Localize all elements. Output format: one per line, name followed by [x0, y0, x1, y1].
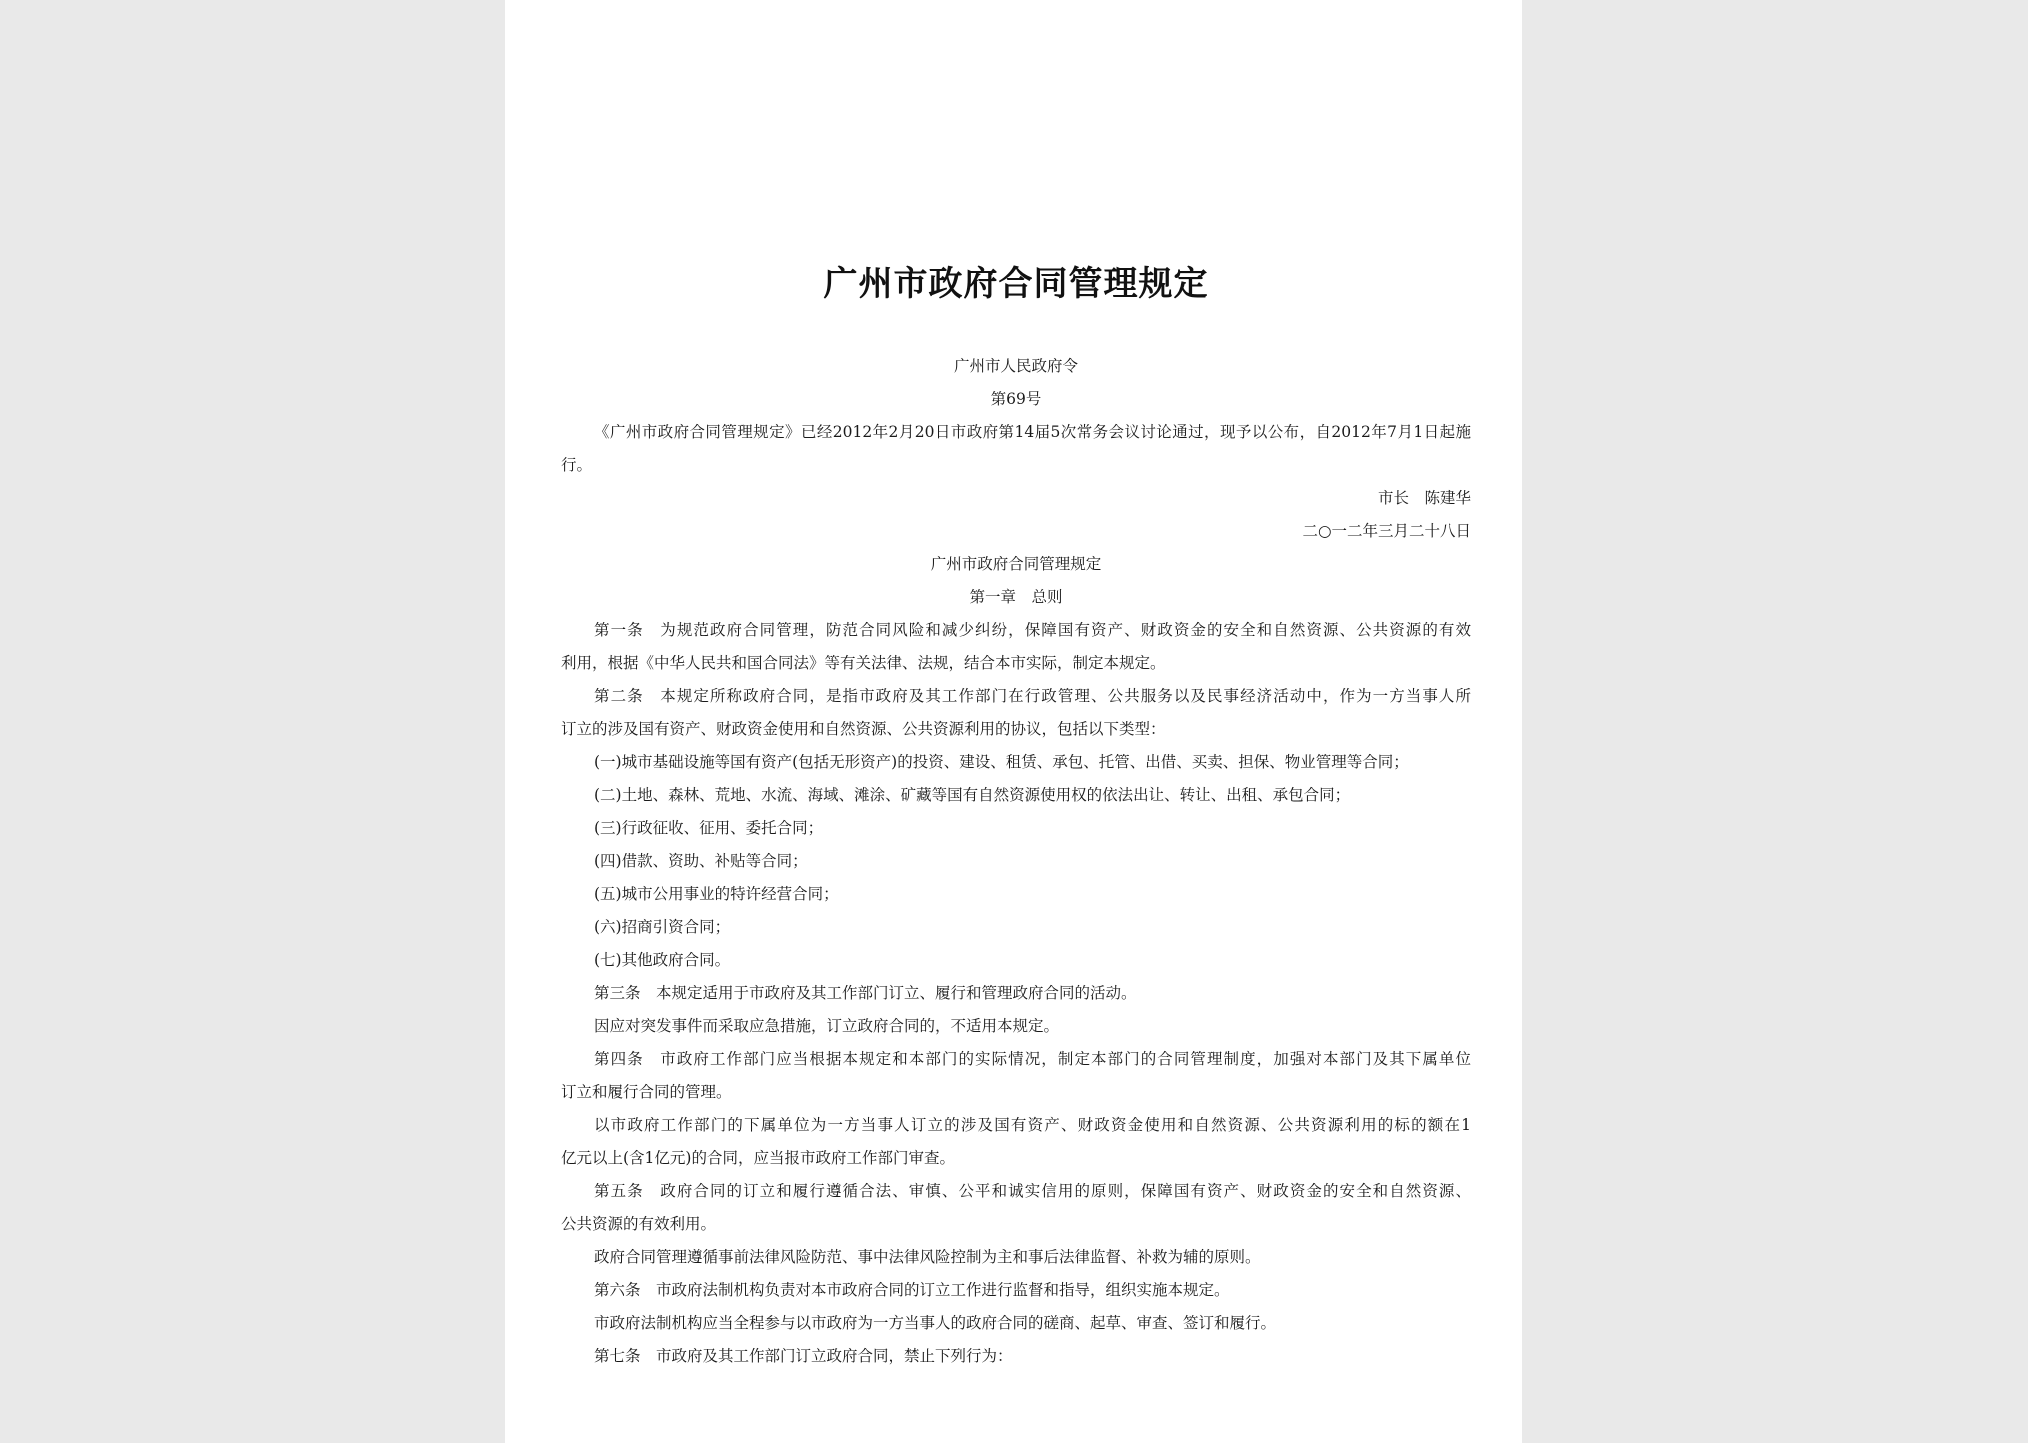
date-line: 二○一二年三月二十八日 [1302, 522, 1471, 540]
text-line: 第二条 本规定所称政府合同，是指市政府及其工作部门在行政管理、公共服务以及民事经济活动中，作为一方当事人所 [594, 687, 1471, 705]
text-line: 第一条 为规范政府合同管理，防范合同风险和减少纠纷，保障国有资产、财政资金的安全和自然资源、公共资源的有效 [594, 621, 1471, 639]
signature-line: 市长 陈建华 [1377, 489, 1471, 507]
text-line: 订立和履行合同的管理。 [561, 1083, 732, 1101]
text-line: 亿元以上(含1亿元)的合同，应当报市政府工作部门审查。 [561, 1149, 955, 1167]
text-line: 市政府法制机构应当全程参与以市政府为一方当事人的政府合同的磋商、起草、审查、签订和履行。 [594, 1314, 1277, 1332]
text-line: 订立的涉及国有资产、财政资金使用和自然资源、公共资源利用的协议，包括以下类型： [561, 720, 1166, 738]
text-line: (六)招商引资合同； [594, 918, 731, 936]
order-number: 第69号 [990, 390, 1042, 408]
chapter-heading: 第一章 总则 [969, 588, 1063, 606]
text-line: (四)借款、资助、补贴等合同； [594, 852, 808, 870]
text-line: 政府合同管理遵循事前法律风险防范、事中法律风险控制为主和事后法律监督、补救为辅的原则。 [594, 1248, 1261, 1266]
text-line: (二)土地、森林、荒地、水流、海域、滩涂、矿藏等国有自然资源使用权的依法出让、转让、出租、承包合同； [594, 786, 1351, 804]
intro-paragraph-line: 行。 [561, 456, 593, 474]
text-line: (五)城市公用事业的特许经营合同； [594, 885, 839, 903]
text-line: 第四条 市政府工作部门应当根据本规定和本部门的实际情况，制定本部门的合同管理制度，加强对本部门及其下属单位 [594, 1050, 1471, 1068]
text-line: 第五条 政府合同的订立和履行遵循合法、审慎、公平和诚实信用的原则，保障国有资产、财政资金的安全和自然资源、 [594, 1182, 1471, 1200]
document-title: 广州市政府合同管理规定 [823, 264, 1209, 304]
text-line: 因应对突发事件而采取应急措施，订立政府合同的，不适用本规定。 [594, 1017, 1060, 1035]
text-line: (七)其他政府合同。 [594, 951, 731, 969]
text-line: (一)城市基础设施等国有资产(包括无形资产)的投资、建设、租赁、承包、托管、出借、买卖、担保、物业管理等合同； [594, 753, 1409, 771]
text-line: (三)行政征收、征用、委托合同； [594, 819, 824, 837]
issuer-line: 广州市人民政府令 [953, 357, 1078, 375]
subtitle: 广州市政府合同管理规定 [930, 555, 1102, 573]
text-line: 第六条 市政府法制机构负责对本市政府合同的订立工作进行监督和指导，组织实施本规定。 [594, 1281, 1230, 1299]
text-line: 第三条 本规定适用于市政府及其工作部门订立、履行和管理政府合同的活动。 [594, 984, 1137, 1002]
text-line: 公共资源的有效利用。 [561, 1215, 717, 1233]
text-line: 以市政府工作部门的下属单位为一方当事人订立的涉及国有资产、财政资金使用和自然资源、公共资源利用的标的额在1 [594, 1116, 1471, 1134]
text-line: 利用，根据《中华人民共和国合同法》等有关法律、法规，结合本市实际，制定本规定。 [561, 654, 1166, 672]
document-page [505, 0, 1522, 1443]
intro-paragraph-line: 《广州市政府合同管理规定》已经2012年2月20日市政府第14届5次常务会议讨论通过，现予以公布，自2012年7月1日起施 [594, 423, 1471, 441]
text-line: 第七条 市政府及其工作部门订立政府合同，禁止下列行为： [594, 1347, 1013, 1365]
